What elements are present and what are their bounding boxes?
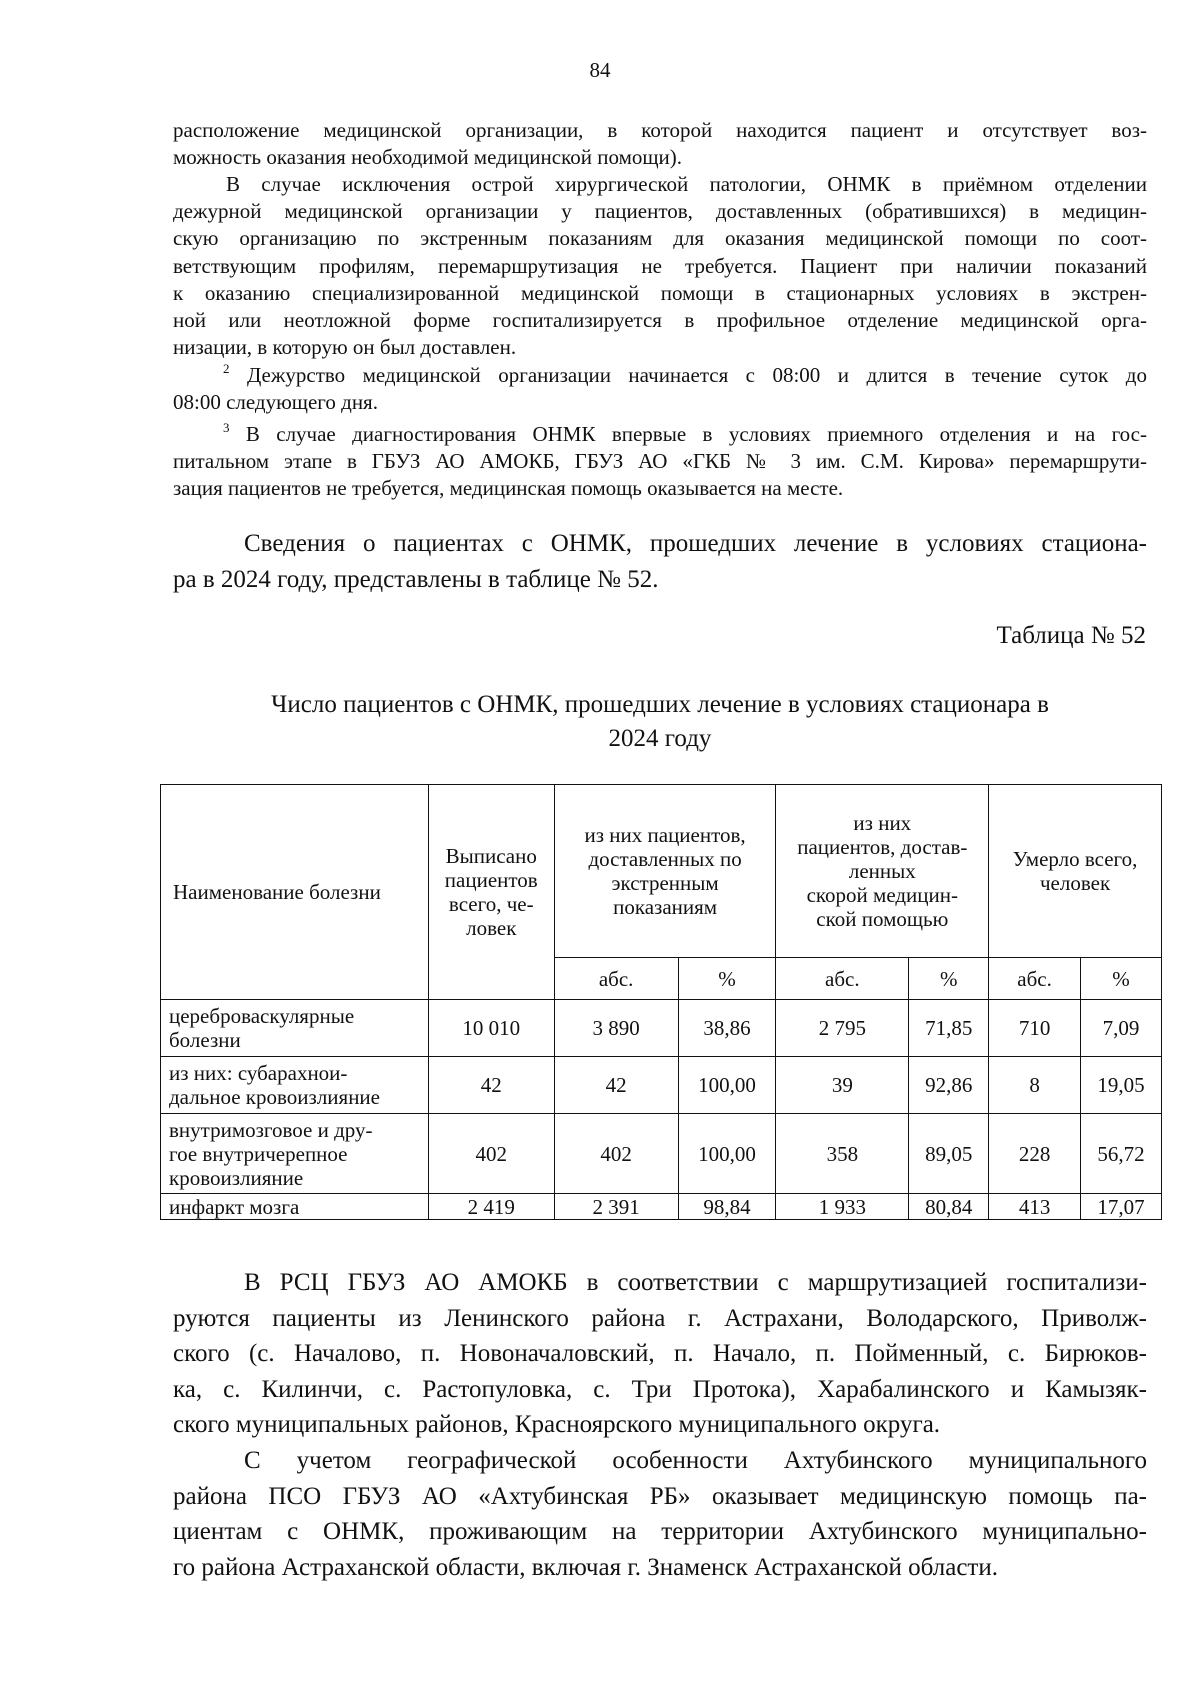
- emergency-pct-cell: 100,00: [678, 1057, 776, 1114]
- text-line: циентам с ОНМК, проживающим на территории Ахтубинского муниципально-: [173, 1518, 1147, 1545]
- header-disease-name: Наименование болезни: [161, 785, 429, 1000]
- header-ambulance: [776, 785, 989, 958]
- discharged-cell: 2 419: [428, 1194, 554, 1220]
- name-line: инфаркт мозга: [169, 1194, 300, 1219]
- name-line: дальное кровоизлияние: [169, 1085, 380, 1109]
- header-line: Выписано: [445, 844, 537, 868]
- text-line: ского муниципальных районов, Красноярского муниципального округа.: [173, 1411, 941, 1438]
- disease-name: [161, 1194, 429, 1220]
- subheader-abs: абс.: [776, 958, 909, 1000]
- header-line: пациентов, достав-: [797, 835, 968, 859]
- header-emergency: [554, 785, 776, 958]
- text-line: ского (с. Началово, п. Новоначаловский, п. Начало, п. Пойменный, с. Бирюков-: [173, 1340, 1147, 1367]
- text-line: ветствующим профилям, перемаршрутизация не требуется. Пациент при наличии показаний: [173, 253, 1147, 278]
- table-row: [161, 1194, 1162, 1220]
- header-line: показаниям: [613, 895, 718, 919]
- text-line: района ПСО ГБУЗ АО «Ахтубинская РБ» оказывает медицинскую помощь па-: [173, 1482, 1147, 1510]
- discharged-cell: 402: [428, 1114, 554, 1194]
- ambulance-pct-cell: 89,05: [909, 1114, 989, 1194]
- name-line: болезни: [169, 1028, 241, 1052]
- discharged-cell: 42: [428, 1057, 554, 1114]
- page-number: 84: [589, 58, 611, 82]
- header-line: Умерло всего,: [1012, 847, 1138, 871]
- name-line: кровоизлияние: [169, 1165, 304, 1190]
- table-row: [161, 1000, 1162, 1057]
- footnote-text: Дежурство медицинской организации начинается с 08:00 и длится в течение суток до: [229, 363, 1147, 387]
- ambulance-abs-cell: 358: [776, 1114, 909, 1194]
- header-line: из них пациентов,: [584, 823, 746, 847]
- subheader-abs: абс.: [554, 958, 678, 1000]
- ambulance-pct-cell: 71,85: [909, 1000, 989, 1057]
- table-row: [161, 1114, 1162, 1194]
- header-line: ловек: [466, 916, 517, 940]
- text-line: [173, 421, 1147, 448]
- died-pct-cell: 7,09: [1081, 1000, 1162, 1057]
- text-line: [173, 362, 1147, 389]
- text-line: зация пациентов не требуется, медицинская помощь оказывается на месте.: [173, 476, 844, 501]
- disease-name: [161, 1000, 429, 1057]
- text-line: го района Астраханской области, включая г. Знаменск Астраханской области.: [173, 1553, 998, 1581]
- ambulance-abs-cell: 2 795: [776, 1000, 909, 1057]
- table-label: Таблица № 52: [996, 622, 1146, 649]
- emergency-abs-cell: 402: [554, 1114, 678, 1194]
- header-row: [161, 785, 1162, 958]
- footnote-2: [173, 362, 1147, 416]
- header-line: человек: [1039, 871, 1111, 895]
- died-pct-cell: 56,72: [1081, 1114, 1162, 1194]
- text-line: ной или неотложной форме госпитализируется в профильное отделение медицинской орга-: [173, 308, 1147, 333]
- name-line: гое внутричерепное: [169, 1141, 348, 1166]
- emergency-abs-cell: 42: [554, 1057, 678, 1114]
- emergency-abs-cell: 3 890: [554, 1000, 678, 1057]
- text-line: С учетом географической особенности Ахтубинского муниципального: [244, 1447, 1147, 1474]
- text-line: руются пациенты из Ленинского района г. Астрахани, Володарского, Приволж-: [173, 1304, 1147, 1332]
- text-line: расположение медицинской организации, в которой находится пациент и отсутствует воз-: [173, 118, 1147, 142]
- disease-name: [161, 1057, 429, 1114]
- text-line: скую организацию по экстренным показаниям для оказания медицинской помощи по соот-: [173, 226, 1147, 251]
- subheader-pct: %: [1081, 958, 1162, 1000]
- disease-name: [161, 1114, 429, 1194]
- header-line: экстренным: [611, 871, 719, 895]
- text-line: Сведения о пациентах с ОНМК, прошедших лечение в условиях стациона-: [244, 530, 1147, 557]
- header-line: пациентов: [444, 868, 538, 892]
- footnote-3: [173, 421, 1147, 503]
- died-pct-cell: 17,07: [1081, 1194, 1162, 1220]
- body-paragraph-2: [173, 1443, 1147, 1585]
- table-title: [173, 688, 1147, 756]
- table-title-line: 2024 году: [608, 725, 712, 752]
- text-line: низации, в которую он был доставлен.: [173, 335, 517, 360]
- header-line: ленных: [848, 859, 916, 883]
- died-abs-cell: 228: [989, 1114, 1081, 1194]
- emergency-pct-cell: 100,00: [678, 1114, 776, 1194]
- header-discharged: [428, 785, 554, 1000]
- ambulance-abs-cell: 39: [776, 1057, 909, 1114]
- text-line: В случае исключения острой хирургической патологии, ОНМК в приёмном отделении: [226, 172, 1147, 196]
- text-line: ка, с. Килинчи, с. Растопуловка, с. Три Протока), Харабалинского и Камызяк-: [173, 1375, 1147, 1403]
- text-line: можность оказания необходимой медицинской помощи).: [173, 145, 683, 170]
- name-line: из них: субарахнои-: [169, 1061, 348, 1085]
- subheader-pct: %: [909, 958, 989, 1000]
- text-line: дежурной медицинской организации у пациентов, доставленных (обратившихся) в медицин-: [173, 199, 1147, 224]
- name-line: внутримозговое и дру-: [169, 1117, 373, 1142]
- body-paragraph-1: [173, 1265, 1147, 1443]
- header-died: [989, 785, 1162, 958]
- header-line: ской помощью: [816, 907, 949, 931]
- emergency-abs-cell: 2 391: [554, 1194, 678, 1220]
- ambulance-pct-cell: 80,84: [909, 1194, 989, 1220]
- header-line: из них: [853, 811, 912, 835]
- ambulance-abs-cell: 1 933: [776, 1194, 909, 1220]
- header-line: скорой медицин-: [806, 883, 959, 907]
- footnote-text: В случае диагностирования ОНМК впервые в условиях приемного отделения и на гос-: [229, 422, 1147, 446]
- footnote-mark: 3: [223, 420, 230, 435]
- text-line: к оказанию специализированной медицинской помощи в стационарных условиях в экстрен-: [173, 280, 1147, 305]
- died-abs-cell: 8: [989, 1057, 1081, 1114]
- footnote-continuation: [173, 117, 1147, 171]
- ambulance-pct-cell: 92,86: [909, 1057, 989, 1114]
- table-row: [161, 1057, 1162, 1114]
- discharged-cell: 10 010: [428, 1000, 554, 1057]
- header-line: доставленных по: [588, 847, 742, 871]
- footnote-paragraph: [173, 171, 1147, 361]
- table-title-line: Число пациентов с ОНМК, прошедших лечение в условиях стационара в: [271, 691, 1049, 718]
- text-line: питальном этапе в ГБУЗ АО АМОКБ, ГБУЗ АО «ГКБ № 3 им. С.М. Кирова» перемаршрути-: [173, 449, 1147, 474]
- died-pct-cell: 19,05: [1081, 1057, 1162, 1114]
- footnote-mark: 2: [223, 361, 230, 376]
- emergency-pct-cell: 98,84: [678, 1194, 776, 1220]
- text-line: ра в 2024 году, представлены в таблице № 52.: [173, 565, 659, 593]
- text-line: 08:00 следующего дня.: [173, 390, 378, 415]
- name-line: цереброваскулярные: [169, 1004, 355, 1028]
- subheader-abs: абс.: [989, 958, 1081, 1000]
- text-line: В РСЦ ГБУЗ АО АМОКБ в соответствии с маршрутизацией госпитализи-: [244, 1269, 1147, 1296]
- intro-paragraph: [173, 526, 1147, 597]
- died-abs-cell: 413: [989, 1194, 1081, 1220]
- stroke-patients-table: [160, 784, 1162, 1220]
- died-abs-cell: 710: [989, 1000, 1081, 1057]
- header-line: всего, че-: [448, 892, 534, 916]
- subheader-pct: %: [678, 958, 776, 1000]
- emergency-pct-cell: 38,86: [678, 1000, 776, 1057]
